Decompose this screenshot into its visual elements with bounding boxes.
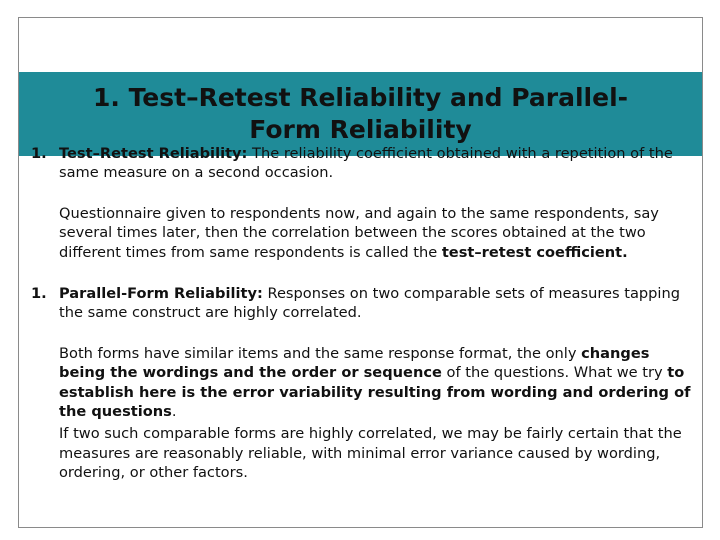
list-item-test-retest [31,144,699,183]
item-definition: The reliability coefficient obtained with a repetition of the same measure on a second occasion. [59,145,673,182]
paragraph-test-retest-explanation [59,204,699,262]
item-text [59,144,699,183]
paragraph-text: Both forms have similar items and the same response format, the only [59,344,582,362]
item-term: Parallel-Form Reliability: [59,285,263,303]
item-number: 1. [31,145,47,162]
item-text [59,284,699,323]
slide-title: 1. Test–Retest Reliability and Parallel-Form Reliability [92,83,629,144]
slide [18,17,703,528]
paragraph-bold: to establish here is the error variability resulting from wording and ordering of the questions [59,364,691,421]
item-term: Test–Retest Reliability: [59,145,248,162]
paragraph-bold: changes being the wordings and the order or sequence [59,344,650,382]
list-item-parallel-form [31,284,699,323]
item-number: 1. [31,285,47,303]
paragraph-parallel-form-explanation [59,344,699,422]
paragraph-bold: test–retest coefficient. [441,243,628,261]
paragraph-text: of the questions. What we try [441,364,668,382]
item-definition: Responses on two comparable sets of measures tapping the same construct are highly correlated. [59,285,680,322]
paragraph-text: . [171,403,177,421]
slide-body [31,144,699,483]
paragraph-correlation-conclusion: If two such comparable forms are highly correlated, we may be fairly certain that the measures are reasonably reliable, with minimal error variance caused by wording, ordering, or other factors. [59,425,682,482]
paragraph-text: Questionnaire given to respondents now, and again to the same respondents, say several times later, then the correlation between the scores obtained at the two different times from same respondents is called the [59,204,659,261]
